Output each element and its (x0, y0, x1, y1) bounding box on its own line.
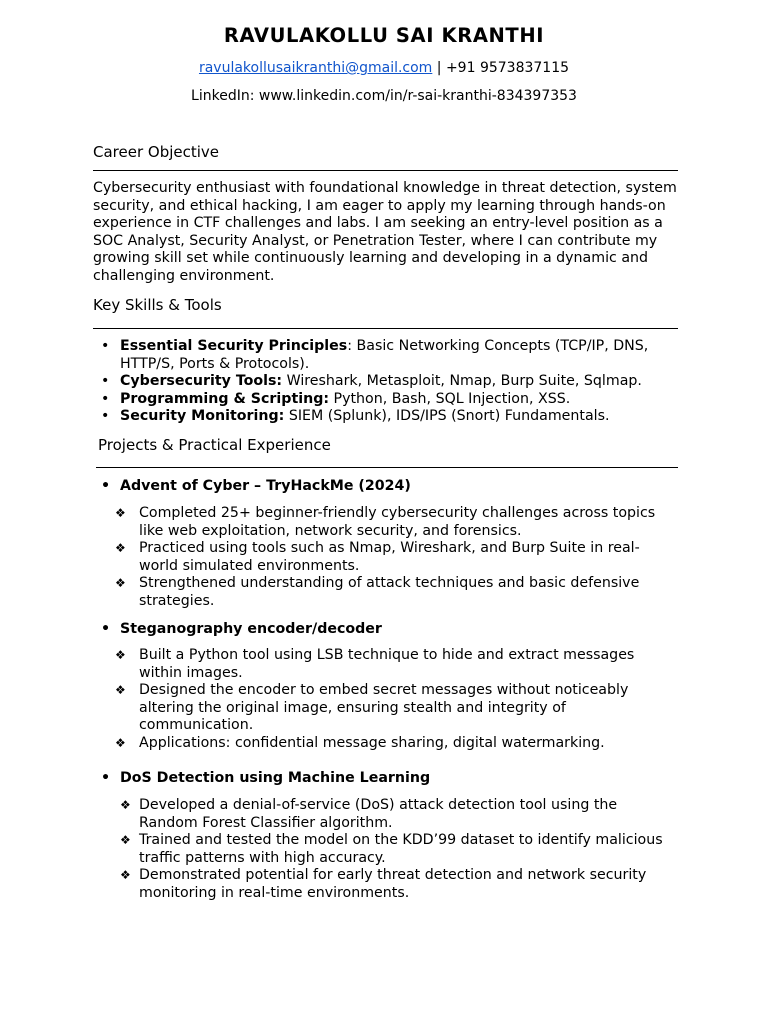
diamond-bullet-icon: ❖ (115, 541, 126, 556)
projects-heading: Projects & Practical Experience (98, 436, 331, 454)
skill-sep: : (347, 338, 353, 354)
skills-list (93, 338, 678, 426)
project-points (112, 647, 672, 753)
project-title (93, 621, 382, 637)
career-objective-heading: Career Objective (93, 143, 220, 161)
project-point (112, 505, 672, 540)
project-points (112, 505, 672, 611)
skill-value: Python, Bash, SQL Injection, XSS. (329, 390, 571, 407)
project-point (120, 832, 680, 867)
skill-value: Wireshark, Metasploit, Nmap, Burp Suite, Sqlmap. (282, 373, 642, 390)
skill-item (93, 373, 678, 391)
bullet-icon: • (101, 408, 110, 425)
bullet-icon: • (101, 338, 110, 354)
project-title (93, 770, 431, 786)
diamond-bullet-icon: ❖ (120, 798, 131, 812)
project-point (112, 647, 672, 682)
project-point-text: Trained and tested the model on the KDD’99 dataset to identify malicious traffic patterns with high accuracy. (139, 832, 663, 866)
linkedin-line: LinkedIn: www.linkedin.com/in/r-sai-kranthi-834397353 (191, 88, 577, 104)
email-link[interactable]: ravulakollusaikranthi@gmail.com (198, 60, 433, 76)
project-point-text: Designed the encoder to embed secret messages without noticeably altering the original image, ensuring stealth and integrity of communication. (139, 682, 629, 734)
diamond-bullet-icon: ❖ (115, 648, 126, 662)
project-point-text: Applications: confidential message sharing, digital watermarking. (139, 734, 605, 751)
phone-number: +91 9573837115 (445, 60, 570, 76)
skills-heading: Key Skills & Tools (93, 296, 222, 314)
skill-value: SIEM (Splunk), IDS/IPS (Snort) Fundamentals. (284, 408, 610, 425)
section-divider (93, 170, 678, 171)
project-point (112, 735, 672, 753)
contact-separator: | (436, 60, 442, 76)
project-point (120, 797, 680, 832)
diamond-bullet-icon: ❖ (120, 833, 131, 848)
candidate-name: RAVULAKOLLU SAI KRANTHI (223, 24, 545, 47)
bullet-icon: • (101, 770, 111, 786)
project-title (93, 478, 411, 494)
project-point-text: Completed 25+ beginner-friendly cybersecurity challenges across topics like web exploitation, network security, and forensics. (139, 505, 656, 539)
project-point (112, 540, 672, 575)
bullet-icon: • (101, 621, 111, 637)
project-title-text: Advent of Cyber – TryHackMe (2024) (120, 478, 411, 494)
bullet-icon: • (101, 478, 111, 494)
project-point-text: Developed a denial-of-service (DoS) attack detection tool using the Random Forest Classifier algorithm. (139, 797, 618, 831)
project-point-text: Built a Python tool using LSB technique to hide and extract messages within images. (139, 647, 635, 681)
section-divider (93, 328, 678, 329)
skill-label: Security Monitoring: (120, 408, 285, 425)
section-divider (96, 467, 678, 468)
project-point (120, 867, 680, 902)
project-point-text: Strengthened understanding of attack techniques and basic defensive strategies. (139, 575, 640, 609)
diamond-bullet-icon: ❖ (115, 735, 126, 750)
bullet-icon: • (101, 390, 110, 407)
skill-label: Programming & Scripting: (120, 390, 330, 407)
project-points (120, 797, 680, 903)
project-point-text: Practiced using tools such as Nmap, Wireshark, and Burp Suite in real-world simulated environments. (139, 540, 640, 574)
skill-value: Basic Networking Concepts (TCP/IP, DNS, HTTP/S, Ports & Protocols). (120, 338, 649, 372)
project-title-text: DoS Detection using Machine Learning (120, 770, 431, 786)
bullet-icon: • (101, 373, 110, 390)
skill-item (93, 391, 678, 409)
career-objective-text: Cybersecurity enthusiast with foundational knowledge in threat detection, system security, and ethical hacking, I am eager to apply my learning through hands-on experience in CTF challenges and labs. I am seeking an entry-level position as a SOC Analyst, Security Analyst, or Penetration Tester, where I can contribute my growing skill set while continuously learning and developing in a dynamic and challenging environment. (93, 180, 677, 284)
project-point-text: Demonstrated potential for early threat detection and network security monitoring in real-time environments. (139, 867, 647, 901)
skill-label: Essential Security Principles (120, 338, 348, 354)
diamond-bullet-icon: ❖ (115, 576, 126, 591)
project-point (112, 682, 672, 735)
diamond-bullet-icon: ❖ (115, 683, 126, 698)
skill-item (93, 338, 678, 373)
diamond-bullet-icon: ❖ (120, 868, 131, 883)
skill-label: Cybersecurity Tools: (120, 373, 283, 390)
diamond-bullet-icon: ❖ (115, 506, 126, 520)
skill-item (93, 408, 678, 426)
project-title-text: Steganography encoder/decoder (120, 621, 382, 637)
contact-line (0, 60, 768, 76)
project-point (112, 575, 672, 610)
